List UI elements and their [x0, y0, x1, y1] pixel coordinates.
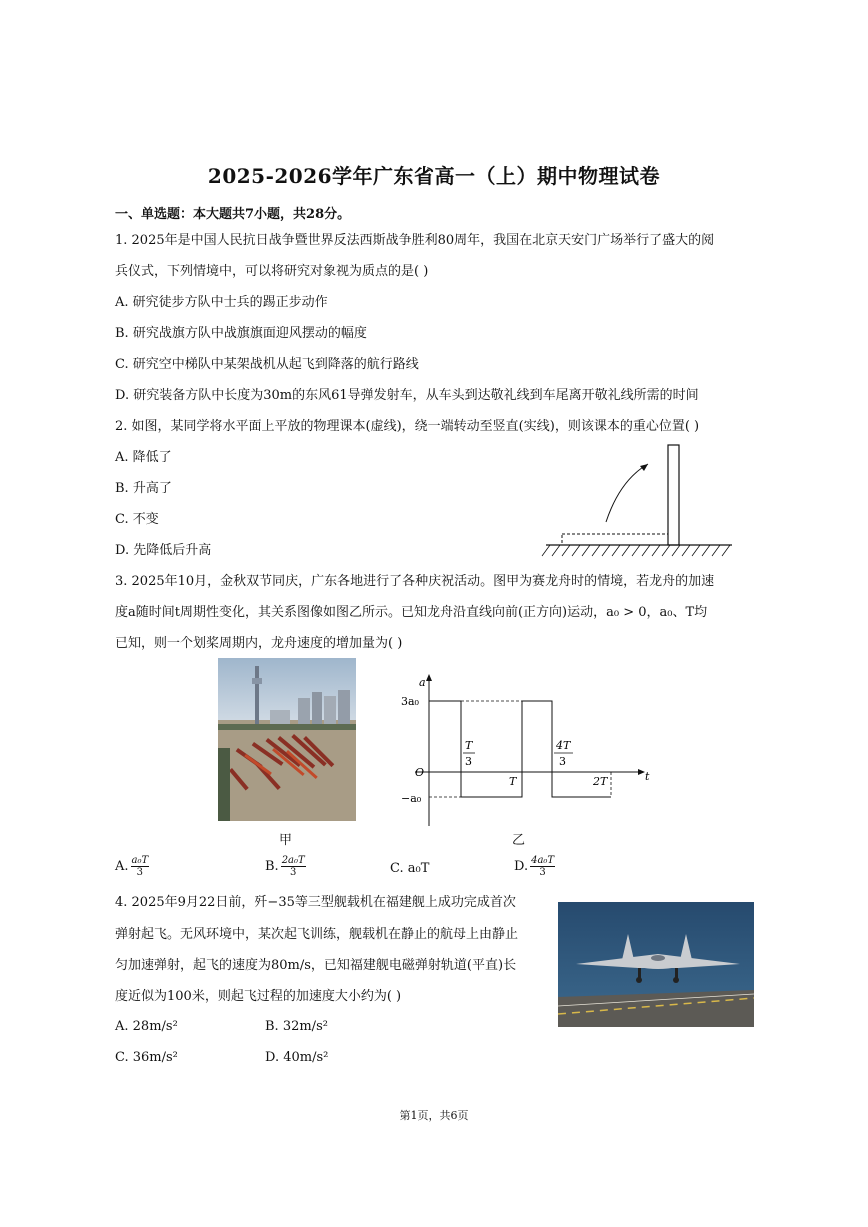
q3-option-a-num: a₀T [131, 855, 149, 866]
y-bottom-label: −a₀ [401, 792, 422, 805]
book-vertical [668, 445, 679, 545]
q3-option-b [265, 855, 306, 878]
dragon-boat-photo [218, 658, 356, 821]
q4-stem-line1: 4. 2025年9月22日前，歼−35等三型舰载机在福建舰上成功完成首次 [115, 895, 516, 910]
q4-option-a: A. 28m/s² [115, 1019, 178, 1034]
x-axis-arrow [638, 769, 645, 775]
section-heading: 一、单选题：本大题共7小题，共28分。 [115, 207, 351, 222]
q4-option-b: B. 32m/s² [265, 1019, 328, 1034]
q3-option-a-prefix: A. [115, 859, 129, 874]
tick-t3-num: 4T [556, 739, 571, 752]
rotation-arrow [606, 464, 648, 522]
q4-stem-line2: 弹射起飞。无风环境中，某次起飞训练，舰载机在静止的航母上由静止 [115, 927, 519, 942]
y-axis-arrow [426, 674, 432, 681]
q4-stem-line3: 匀加速弹射，起飞的速度为80m/s，已知福建舰电磁弹射轨道(平直)长 [115, 958, 517, 973]
q3-option-b-den: 3 [290, 867, 297, 878]
y-axis-label: a [419, 676, 426, 689]
q1-option-d: D. 研究装备方队中长度为30m的东风61导弹发射车，从车头到达敬礼线到车尾离开敬礼线所需的时间 [115, 388, 699, 403]
q3-option-b-num: 2a₀T [281, 855, 305, 866]
caption-yi: 乙 [512, 833, 526, 848]
q1-option-a: A. 研究徒步方队中士兵的踢正步动作 [115, 295, 328, 310]
q2-option-c: C. 不变 [115, 512, 159, 527]
q3-option-d-prefix: D. [514, 859, 529, 874]
q2-stem: 2. 如图，某同学将水平面上平放的物理课本(虚线)，绕一端转动至竖直(实线)，则该课本的重心位置( ) [115, 419, 700, 434]
q2-option-b: B. 升高了 [115, 481, 172, 496]
y-top-label: 3a₀ [401, 695, 419, 708]
q3-option-a-den: 3 [136, 867, 144, 878]
q1-option-b: B. 研究战旗方队中战旗旗面迎风摆动的幅度 [115, 326, 367, 341]
q4-option-c: C. 36m/s² [115, 1050, 178, 1065]
tick-t2: T [509, 775, 517, 788]
q3-option-b-prefix: B. [265, 859, 279, 874]
tick-t4: 2T [593, 775, 608, 788]
q3-option-c: C. a₀T [390, 861, 430, 876]
q2-option-a: A. 降低了 [115, 450, 172, 465]
q1-stem-line2: 兵仪式，下列情境中，可以将研究对象视为质点的是( ) [115, 264, 429, 279]
tick-t1-den: 3 [465, 755, 472, 768]
page-footer: 第1页，共6页 [399, 1109, 469, 1122]
book-rotation-diagram [540, 440, 740, 562]
q3-option-d-den: 3 [539, 867, 546, 878]
tick-t1-num: T [465, 739, 473, 752]
waveform [429, 701, 611, 797]
q1-option-c: C. 研究空中梯队中某架战机从起飞到降落的航行路线 [115, 357, 419, 372]
tick-t3-den: 3 [559, 755, 566, 768]
q2-option-d: D. 先降低后升高 [115, 543, 212, 558]
caption-jia: 甲 [279, 833, 293, 848]
q3-stem-line1: 3. 2025年10月，金秋双节同庆，广东各地进行了各种庆祝活动。图甲为赛龙舟时的情境，若龙舟的加速 [115, 574, 715, 589]
q3-option-d [514, 855, 555, 878]
q4-option-d: D. 40m/s² [265, 1050, 329, 1065]
x-axis-label: t [645, 770, 650, 783]
q1-stem-line1: 1. 2025年是中国人民抗日战争暨世界反法西斯战争胜利80周年，我国在北京天安门广场举行了盛大的阅 [115, 233, 715, 248]
q3-option-d-num: 4a₀T [531, 855, 555, 866]
arrow-head [640, 464, 648, 471]
q3-stem-line3: 已知，则一个划桨周期内，龙舟速度的增加量为( ) [115, 636, 403, 651]
q3-stem-line2: 度a随时间t周期性变化，其关系图像如图乙所示。已知龙舟沿直线向前(正方向)运动，a₀ > 0，a₀、T均 [115, 605, 708, 620]
origin-label: O [415, 766, 425, 779]
q4-stem-line4: 度近似为100米，则起飞过程的加速度大小约为( ) [115, 989, 402, 1004]
carrier-jet-photo [558, 902, 754, 1027]
ground-hatching [542, 545, 730, 556]
q3-option-a [115, 855, 149, 878]
book-flat-dashed [562, 534, 668, 545]
page-title: 2025-2026学年广东省高一（上）期中物理试卷 [207, 164, 661, 188]
acceleration-time-graph [395, 672, 655, 830]
